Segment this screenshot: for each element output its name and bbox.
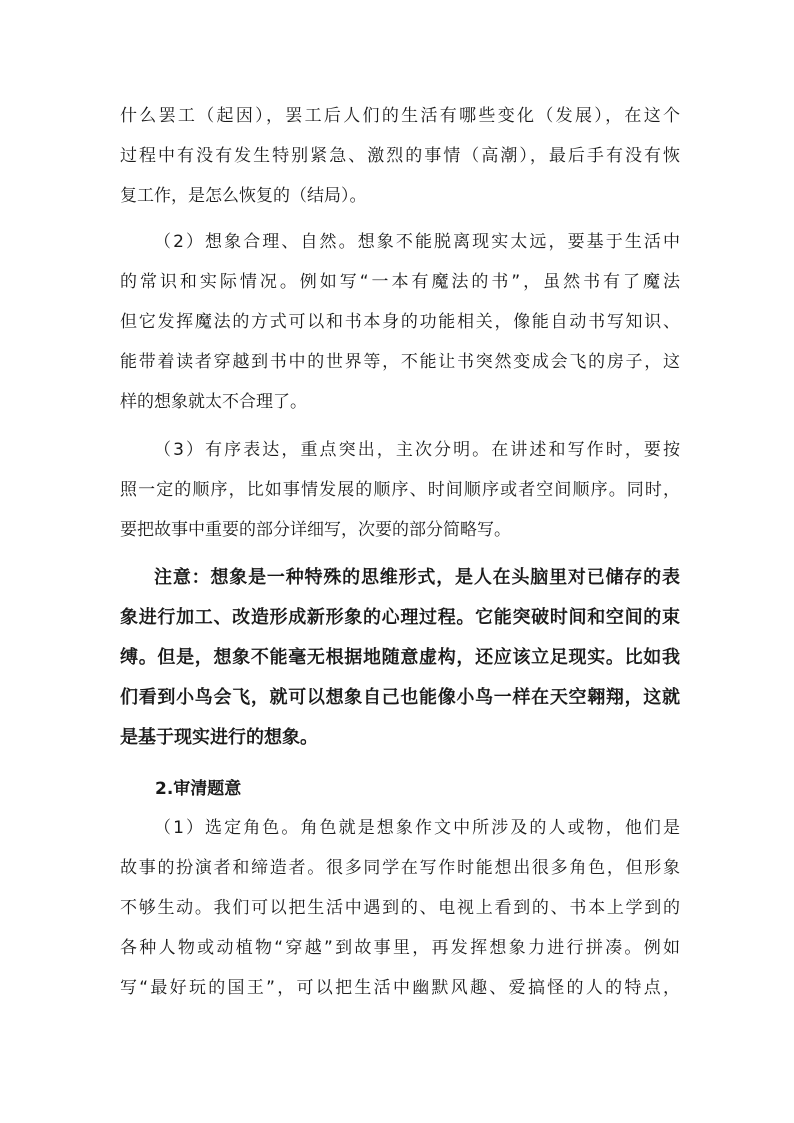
text-line: 缚。但是，想象不能毫无根据地随意虚构，还应该立足现实。比如我: [120, 647, 680, 668]
text-line: 样的想象就太不合理了。: [120, 392, 307, 412]
paragraph-strike-outline: [120, 96, 680, 216]
text-line: 象进行加工、改造形成新形象的心理过程。它能突破时间和空间的束: [120, 607, 680, 628]
text-line: 照一定的顺序，比如事情发展的顺序、时间顺序或者空间顺序。同时，: [120, 480, 680, 500]
text-line: 注意：想象是一种特殊的思维形式，是人在头脑里对已储存的表: [154, 567, 680, 588]
text-line: 是基于现实进行的想象。: [120, 727, 318, 748]
text-line: 们看到小鸟会飞，就可以想象自己也能像小鸟一样在天空翱翔，这就: [120, 687, 680, 708]
text-line: （2）想象合理、自然。想象不能脱离现实太远，要基于生活中: [154, 232, 680, 252]
text-line: 但它发挥魔法的方式可以和书本身的功能相关，像能自动书写知识、: [120, 312, 680, 332]
text-line: 什么罢工（起因），罢工后人们的生活有哪些变化（发展），在这个: [120, 106, 680, 126]
note-paragraph: [120, 558, 680, 758]
text-line: （3）有序表达，重点突出，主次分明。在讲述和写作时，要按: [154, 440, 680, 460]
text-line: 不够生动。我们可以把生活中遇到的、电视上看到的、书本上学到的: [120, 898, 680, 918]
paragraph-orderly-expression: [120, 430, 680, 550]
paragraph-reasonable-imagination: [120, 222, 680, 422]
paragraph-choose-role: [120, 808, 680, 1008]
text-line: （1）选定角色。角色就是想象作文中所涉及的人或物，他们是: [154, 818, 680, 838]
text-line: 能带着读者穿越到书中的世界等，不能让书突然变成会飞的房子，这: [120, 352, 680, 372]
text-line: 各种人物或动植物“穿越”到故事里，再发挥想象力进行拼凑。例如: [120, 938, 680, 958]
section-heading: 2.审清题意: [155, 779, 242, 799]
text-line: 要把故事中重要的部分详细写，次要的部分简略写。: [120, 520, 511, 540]
text-line: 复工作，是怎么恢复的（结局）。: [120, 186, 367, 206]
text-line: 的常识和实际情况。例如写“一本有魔法的书”，虽然书有了魔法: [120, 272, 680, 292]
text-line: 过程中有没有发生特别紧急、激烈的事情（高潮），最后手有没有恢: [120, 146, 680, 166]
text-line: 写“最好玩的国王”，可以把生活中幽默风趣、爱搞怪的人的特点，: [120, 978, 680, 998]
text-line: 故事的扮演者和缔造者。很多同学在写作时能想出很多角色，但形象: [120, 858, 680, 878]
